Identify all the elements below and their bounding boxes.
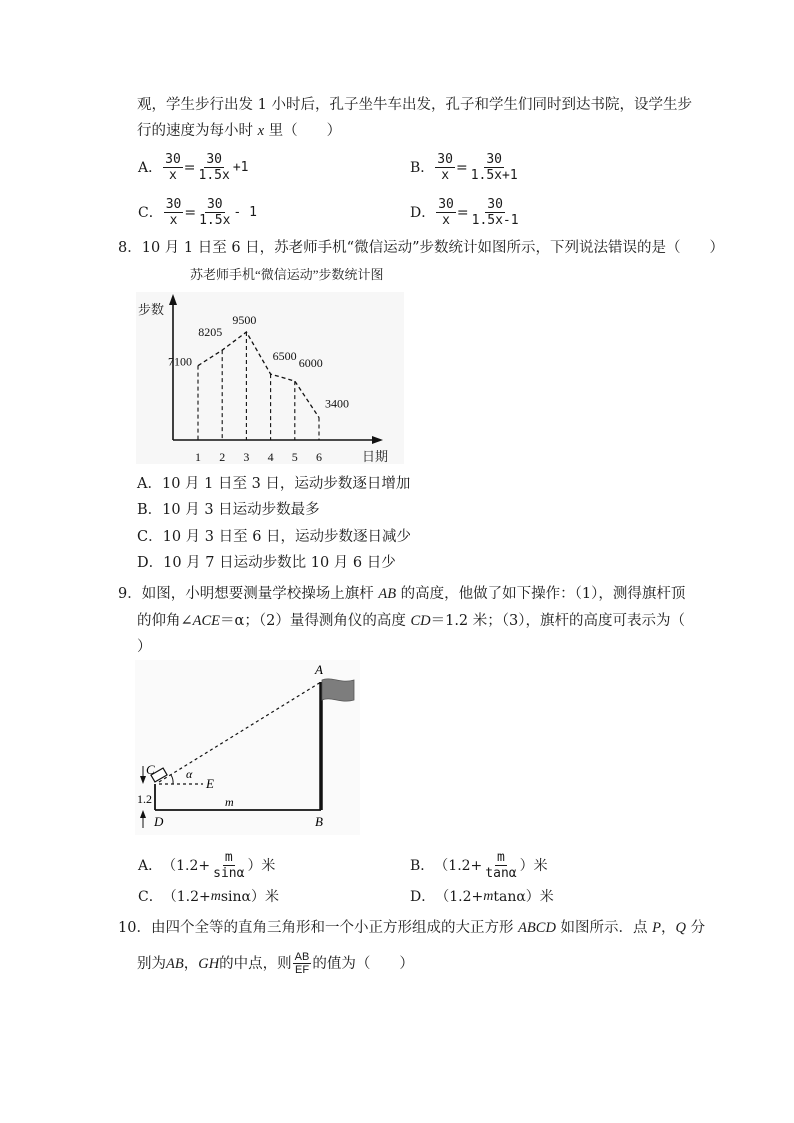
label-c: C [146, 762, 155, 777]
q9-option-b[interactable] [410, 850, 548, 881]
label-alpha: α [186, 767, 193, 781]
x-tick-label: 3 [243, 450, 250, 464]
label-a: A [315, 662, 323, 677]
label-d: D [154, 814, 164, 829]
q8-stem: 8．10 月 1 日至 6 日，苏老师手机“微信运动”步数统计如图所示，下列说法错误的是（ ） [118, 240, 724, 256]
q8-option-c[interactable]: C．10 月 3 日至 6 日，运动步数逐日减少 [137, 529, 412, 545]
q9-option-a[interactable] [138, 850, 275, 881]
x-tick-label: 6 [316, 450, 322, 464]
q10-stem-line2: 别为 AB ， GH 的中点，则 $\frac{AB}{EF}$ 的值为（ ） [137, 951, 414, 976]
option-pre: （1.2+ [162, 889, 211, 905]
chart-title: 苏老师手机“微信运动”步数统计图 [190, 267, 384, 282]
chart-background [136, 292, 404, 464]
flag [322, 679, 354, 701]
option-label: B． [410, 857, 435, 874]
fraction: $\frac{30}{x}$ [165, 152, 181, 183]
option-tail: - 1 [233, 204, 257, 220]
option-post: ）米 [247, 857, 276, 874]
option-pre: （1.2+ [162, 857, 211, 874]
option-label: C． [138, 889, 163, 905]
y-axis-label: 步数 [138, 302, 165, 317]
data-label: 6500 [272, 349, 297, 364]
x-tick-label: 5 [291, 450, 298, 464]
q7-stem-line2 [137, 121, 341, 141]
option-label: A． [138, 857, 163, 874]
variable-m: m [210, 889, 221, 904]
x-tick-label: 2 [219, 450, 226, 464]
data-label: 6000 [298, 356, 323, 371]
fraction: $\frac{30}{1.5x+1}$ [470, 152, 518, 183]
option-post: ）米 [519, 857, 548, 874]
q7-option-d[interactable] [410, 197, 522, 228]
q9-stem-line3: ） [137, 639, 152, 655]
option-post: tanα）米 [493, 889, 554, 905]
x-tick-label: 4 [267, 450, 274, 464]
data-label: 7100 [168, 354, 192, 369]
option-pre: （1.2+ [435, 889, 484, 905]
data-label: 8205 [198, 325, 223, 340]
label-e: E [206, 776, 214, 791]
option-label: D． [410, 889, 436, 905]
q8-option-d[interactable]: D．10 月 7 日运动步数比 10 月 6 日少 [137, 555, 396, 571]
option-post: sinα）米 [220, 889, 279, 905]
fraction-ab-ef: $\frac{AB}{EF}$ [294, 951, 310, 976]
x-tick-label: 1 [195, 450, 201, 464]
variable-m: m [483, 889, 494, 904]
option-label: D． [410, 204, 436, 221]
data-label: 3400 [325, 396, 349, 411]
label-b: B [315, 814, 323, 829]
fraction: $\frac{m}{\tan\alpha}$ [485, 850, 517, 881]
q8-option-b[interactable]: B．10 月 3 日运动步数最多 [137, 502, 320, 518]
q7-stem-text: 行的速度为每小时 [137, 123, 258, 139]
q9-stem-line1: 9．如图，小明想要测量学校操场上旗杆 AB 的高度，他做了如下操作：（1），测得旗杆顶 [118, 586, 686, 602]
option-tail: +1 [232, 159, 249, 175]
q8-option-a[interactable]: A．10 月 1 日至 3 日，运动步数逐日增加 [137, 476, 411, 492]
option-label: C． [138, 204, 163, 221]
option-pre: （1.2+ [434, 857, 483, 874]
fraction: $\frac{30}{x}$ [438, 197, 454, 228]
q7-option-a[interactable] [138, 152, 248, 183]
q7-option-b[interactable] [410, 152, 521, 183]
equals-sign: = [183, 159, 196, 176]
fraction: $\frac{30}{1.5x}$ [198, 152, 230, 183]
q9-stem-line2: 的仰角∠ACE＝α；（2）量得测角仪的高度 CD＝1.2 米；（3），旗杆的高度可表示为（ [137, 613, 685, 629]
option-label: A． [138, 159, 163, 176]
q9-option-c[interactable] [138, 887, 279, 907]
fraction: $\frac{30}{1.5x-1}$ [471, 197, 519, 228]
label-m: m [225, 795, 234, 809]
flagpole-figure [135, 660, 360, 835]
data-label: 9500 [232, 313, 257, 327]
step-chart [135, 262, 410, 467]
q7-stem-tail: 里（ ） [264, 123, 342, 139]
q7-stem-line1: 观，学生步行出发 1 小时后，孔子坐牛车出发，孔子和学生们同时到达书院，设学生步 [137, 97, 692, 113]
q9-option-d[interactable] [410, 887, 554, 907]
q7-variable-x: x [257, 123, 265, 139]
q7-option-c[interactable] [138, 197, 257, 228]
fraction: $\frac{30}{x}$ [437, 152, 453, 183]
option-label: B． [410, 159, 435, 176]
q10-stem-line1: 10．由四个全等的直角三角形和一个小正方形组成的大正方形 ABCD 如图所示．点 P，Q 分 [118, 920, 706, 936]
fraction: $\frac{30}{x}$ [165, 197, 182, 228]
fraction: $\frac{m}{\sin\alpha}$ [213, 850, 245, 881]
equals-sign: = [455, 159, 468, 176]
equals-sign: = [456, 204, 469, 221]
x-axis-label: 日期 [362, 449, 389, 464]
label-height: 1.2 [137, 792, 152, 806]
fraction: $\frac{30}{1.5x}$ [199, 197, 231, 228]
equals-sign: = [184, 204, 197, 221]
